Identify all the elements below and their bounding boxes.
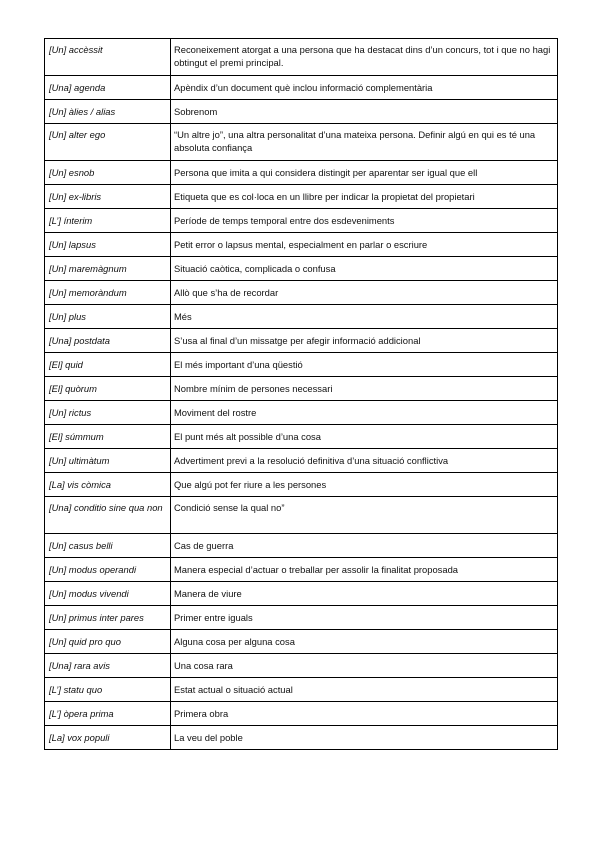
- term-cell: [Un] modus operandi: [45, 558, 171, 582]
- definition-cell: Apèndix d’un document què inclou informació complementària: [171, 76, 558, 100]
- term-cell: [L’] ínterim: [45, 209, 171, 233]
- table-row: [45, 534, 558, 558]
- table-row: [45, 497, 558, 534]
- table-row: [45, 630, 558, 654]
- term-cell: [El] quòrum: [45, 377, 171, 401]
- definition-cell: Manera de viure: [171, 582, 558, 606]
- table-row: [45, 702, 558, 726]
- table-row: [45, 76, 558, 100]
- table-row: [45, 305, 558, 329]
- definition-cell: “Un altre jo”, una altra personalitat d’una mateixa persona. Definir algú en qui es té una absoluta confiança: [171, 124, 558, 161]
- table-row: [45, 233, 558, 257]
- term-cell: [Un] maremàgnum: [45, 257, 171, 281]
- table-row: [45, 124, 558, 161]
- glossary-table: [44, 38, 558, 750]
- term-cell: [Una] postdata: [45, 329, 171, 353]
- definition-cell: Més: [171, 305, 558, 329]
- definition-cell: Situació caòtica, complicada o confusa: [171, 257, 558, 281]
- term-cell: [Un] accèssit: [45, 39, 171, 76]
- definition-cell: Advertiment previ a la resolució definitiva d’una situació conflictiva: [171, 449, 558, 473]
- definition-cell: Petit error o lapsus mental, especialment en parlar o escriure: [171, 233, 558, 257]
- term-cell: [Un] quid pro quo: [45, 630, 171, 654]
- definition-cell: Alguna cosa per alguna cosa: [171, 630, 558, 654]
- definition-cell: Una cosa rara: [171, 654, 558, 678]
- term-cell: [Un] ultimàtum: [45, 449, 171, 473]
- term-cell: [Un] lapsus: [45, 233, 171, 257]
- definition-cell: El punt més alt possible d’una cosa: [171, 425, 558, 449]
- definition-cell: Condició sense la qual no”: [171, 497, 558, 534]
- table-row: [45, 209, 558, 233]
- table-row: [45, 353, 558, 377]
- table-row: [45, 449, 558, 473]
- definition-cell: Nombre mínim de persones necessari: [171, 377, 558, 401]
- table-row: [45, 281, 558, 305]
- term-cell: [Una] rara avis: [45, 654, 171, 678]
- term-cell: [Un] rictus: [45, 401, 171, 425]
- glossary-body: [45, 39, 558, 750]
- term-cell: [Un] primus inter pares: [45, 606, 171, 630]
- term-cell: [Un] àlies / alias: [45, 100, 171, 124]
- definition-cell: Etiqueta que es col·loca en un llibre per indicar la propietat del propietari: [171, 185, 558, 209]
- table-row: [45, 329, 558, 353]
- definition-cell: Primer entre iguals: [171, 606, 558, 630]
- term-cell: [Una] agenda: [45, 76, 171, 100]
- term-cell: [Un] alter ego: [45, 124, 171, 161]
- term-cell: [Un] ex-libris: [45, 185, 171, 209]
- definition-cell: Que algú pot fer riure a les persones: [171, 473, 558, 497]
- table-row: [45, 606, 558, 630]
- table-row: [45, 654, 558, 678]
- definition-cell: S’usa al final d’un missatge per afegir informació addicional: [171, 329, 558, 353]
- table-row: [45, 558, 558, 582]
- definition-cell: La veu del poble: [171, 726, 558, 750]
- table-row: [45, 726, 558, 750]
- table-row: [45, 377, 558, 401]
- term-cell: [La] vox populi: [45, 726, 171, 750]
- definition-cell: Cas de guerra: [171, 534, 558, 558]
- term-cell: [El] súmmum: [45, 425, 171, 449]
- definition-cell: Període de temps temporal entre dos esdeveniments: [171, 209, 558, 233]
- term-cell: [L’] òpera prima: [45, 702, 171, 726]
- table-row: [45, 678, 558, 702]
- table-row: [45, 582, 558, 606]
- definition-cell: Estat actual o situació actual: [171, 678, 558, 702]
- table-row: [45, 401, 558, 425]
- table-row: [45, 473, 558, 497]
- table-row: [45, 161, 558, 185]
- table-row: [45, 39, 558, 76]
- term-cell: [Un] plus: [45, 305, 171, 329]
- table-row: [45, 100, 558, 124]
- term-cell: [L’] statu quo: [45, 678, 171, 702]
- term-cell: [El] quid: [45, 353, 171, 377]
- term-cell: [Una] conditio sine qua non: [45, 497, 171, 534]
- definition-cell: Primera obra: [171, 702, 558, 726]
- definition-cell: Manera especial d’actuar o treballar per assolir la finalitat proposada: [171, 558, 558, 582]
- definition-cell: El més important d’una qüestió: [171, 353, 558, 377]
- term-cell: [Un] modus vivendi: [45, 582, 171, 606]
- table-row: [45, 185, 558, 209]
- table-row: [45, 257, 558, 281]
- definition-cell: Allò que s’ha de recordar: [171, 281, 558, 305]
- definition-cell: Sobrenom: [171, 100, 558, 124]
- definition-cell: Moviment del rostre: [171, 401, 558, 425]
- term-cell: [Un] memoràndum: [45, 281, 171, 305]
- definition-cell: Reconeixement atorgat a una persona que ha destacat dins d’un concurs, tot i que no hagi obtingut el premi principal.: [171, 39, 558, 76]
- term-cell: [Un] casus belli: [45, 534, 171, 558]
- table-row: [45, 425, 558, 449]
- definition-cell: Persona que imita a qui considera distingit per aparentar ser igual que ell: [171, 161, 558, 185]
- term-cell: [Un] esnob: [45, 161, 171, 185]
- term-cell: [La] vis còmica: [45, 473, 171, 497]
